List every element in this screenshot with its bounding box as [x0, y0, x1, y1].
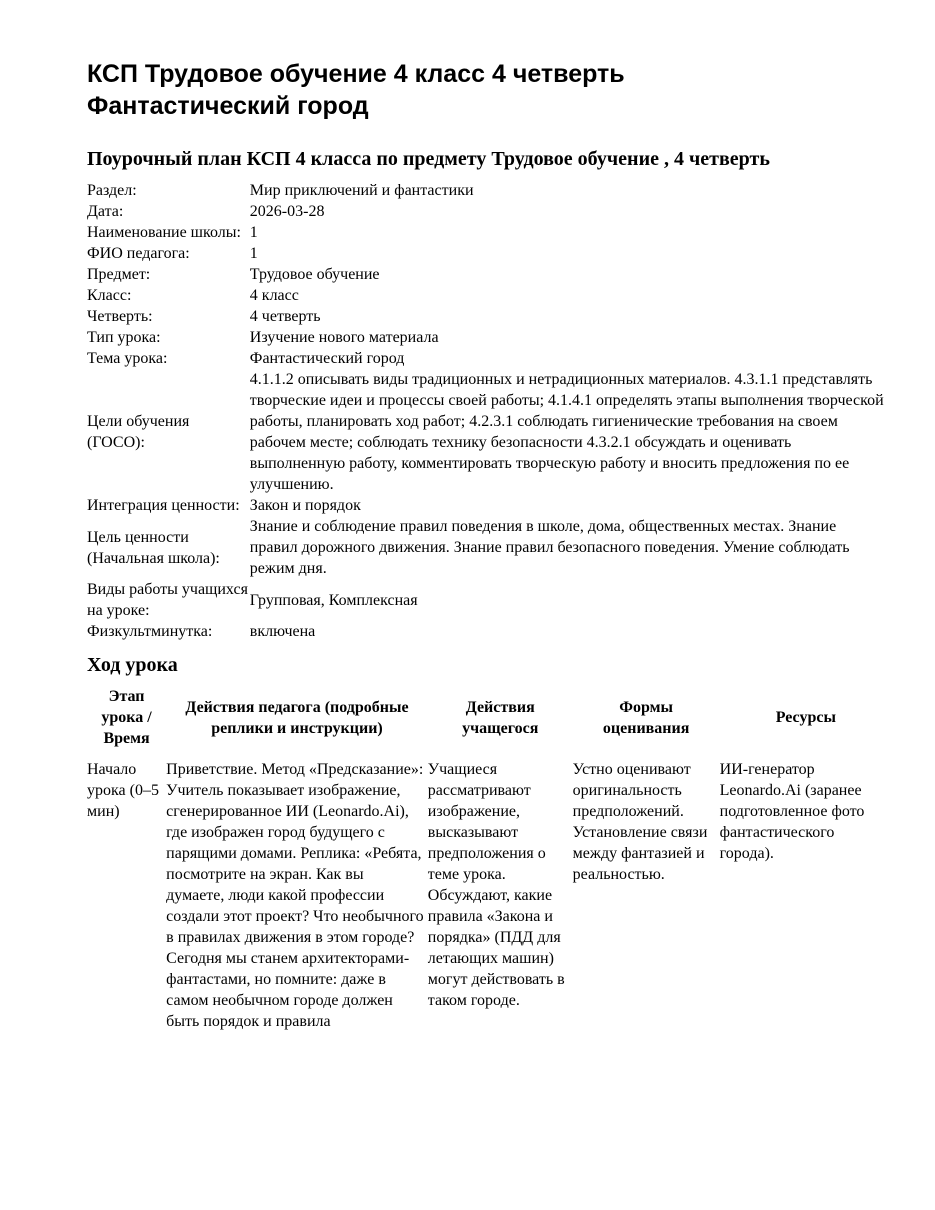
info-value: Изучение нового материала [249, 329, 439, 346]
header-assessment: Формы оценивания [602, 698, 690, 737]
info-label: Тема урока: [87, 350, 168, 367]
info-label: ФИО педагога: [87, 245, 190, 262]
info-row [87, 369, 887, 495]
info-label: Интеграция ценности: [87, 497, 240, 514]
info-value: Знание и соблюдение правил поведения в школе, дома, общественных местах. Знание правил дорожного движения. Знание правил безопасного поведения. Умение соблюдать режим дня. [249, 518, 850, 577]
info-row [87, 348, 887, 369]
cell-stage: Начало урока (0–5 мин) [87, 761, 159, 820]
info-row [87, 285, 887, 306]
info-row [87, 579, 887, 621]
header-student-actions: Действия учащегося [462, 698, 539, 737]
lesson-heading: Ход урока [87, 654, 178, 676]
info-row [87, 306, 887, 327]
info-label: Тип урока: [87, 329, 161, 346]
info-value: Трудовое обучение [249, 266, 380, 283]
info-row [87, 327, 887, 348]
cell-resources: ИИ-генератор Leonardo.Ai (заранее подготовленное фото фантастического города). [719, 761, 865, 862]
info-value: 1 [249, 245, 258, 262]
info-label: Предмет: [87, 266, 151, 283]
header-teacher-actions: Действия педагога (подробные реплики и инструкции) [185, 698, 409, 737]
info-label: Наименование школы: [87, 224, 241, 241]
info-value: Закон и порядок [249, 497, 361, 514]
info-table [87, 180, 887, 642]
info-row [87, 264, 887, 285]
info-value: 1 [249, 224, 258, 241]
info-row [87, 201, 887, 222]
info-value: 4.1.1.2 описывать виды традиционных и нетрадиционных материалов. 4.3.1.1 представлять творческие идеи и процессы своей работы; 4.1.4.1 определять этапы выполнения творческой работы, планировать ход работ; 4.2.3.1 соблюдать гигиенические требования на своем рабочем месте; соблюдать технику безопасности 4.3.2.1 обсуждать и оценивать выполненную работу, комментировать творческую работу и вносить предложения по ее улучшению. [249, 371, 884, 493]
title-line-1: КСП Трудовое обучение 4 класс 4 четверть [87, 60, 625, 88]
info-label: Цель ценности (Начальная школа): [87, 528, 220, 567]
info-value: 4 класс [249, 287, 299, 304]
table-row [87, 759, 892, 1032]
header-stage: Этап урока / Время [101, 688, 152, 747]
info-value: 4 четверть [249, 308, 321, 325]
info-row [87, 180, 887, 201]
info-label: Физкультминутка: [87, 623, 213, 640]
info-label: Класс: [87, 287, 132, 304]
info-label: Раздел: [87, 182, 137, 199]
info-value: включена [249, 623, 316, 640]
lesson-table [87, 686, 892, 1032]
cell-assessment: Устно оценивают оригинальность предположений. Установление связи между фантазией и реальностью. [572, 761, 708, 883]
info-label: Дата: [87, 203, 124, 220]
info-value: 2026-03-28 [249, 203, 325, 220]
info-label: Цели обучения (ГОСО): [87, 413, 190, 451]
plan-heading: Поурочный план КСП 4 класса по предмету Трудовое обучение , 4 четверть [87, 148, 770, 170]
info-row [87, 621, 887, 642]
info-label: Виды работы учащихся на уроке: [87, 581, 248, 619]
info-row [87, 243, 887, 264]
info-value: Мир приключений и фантастики [249, 182, 474, 199]
lesson-header-row [87, 686, 892, 759]
document-title [87, 58, 727, 122]
cell-teacher-actions: Приветствие. Метод «Предсказание»: Учитель показывает изображение, сгенерированное ИИ (Leonardo.Ai), где изображен город будущего с парящими домами. Реплика: «Ребята, посмотрите на экран. Как вы думаете, люди какой профессии создали этот проект? Что необычного в правилах движения в этом городе? Сегодня мы станем архитекторами-фантастами, но помните: даже в самом необычном городе должен быть порядок и правила [166, 761, 424, 1030]
cell-student-actions: Учащиеся рассматривают изображение, высказывают предположения о теме урока. Обсуждают, какие правила «Закона и порядка» (ПДД для летающих машин) могут действовать в таком городе. [427, 761, 565, 1009]
header-resources: Ресурсы [775, 709, 836, 726]
info-row [87, 222, 887, 243]
info-row [87, 495, 887, 516]
info-row [87, 516, 887, 579]
info-value: Групповая, Комплексная [249, 591, 418, 609]
title-line-2: Фантастический город [87, 92, 369, 120]
info-label: Четверть: [87, 308, 153, 325]
document-page [87, 58, 887, 1032]
info-value: Фантастический город [249, 350, 405, 367]
